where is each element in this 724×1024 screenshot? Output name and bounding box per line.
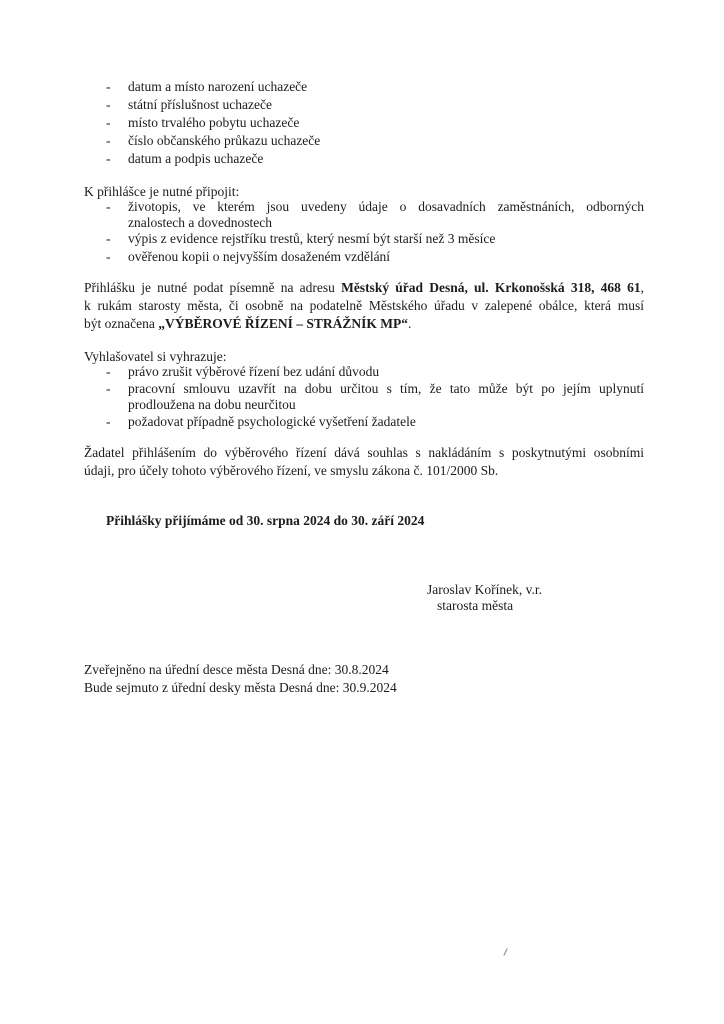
list-bullet: -: [106, 97, 111, 112]
reservations-heading: Vyhlašovatel si vyhrazuje:: [84, 349, 227, 364]
submission-text: Přihlášku je nutné podat písemně na adresu: [84, 280, 342, 295]
list-item: právo zrušit výběrové řízení bez udání důvodu: [128, 364, 380, 379]
list-bullet: -: [106, 199, 111, 214]
envelope-label: „VÝBĚROVÉ ŘÍZENÍ – STRÁŽNÍK MP“: [158, 316, 409, 331]
list-item: požadovat případně psychologické vyšetření žadatele: [128, 414, 416, 429]
list-bullet: -: [106, 79, 111, 94]
list-bullet: -: [106, 133, 111, 148]
list-bullet: -: [106, 364, 111, 379]
list-item: životopis, ve kterém jsou uvedeny údaje o dosavadních zaměstnáních, odborných: [128, 199, 644, 214]
list-item: číslo občanského průkazu uchazeče: [128, 133, 321, 148]
list-item: ověřenou kopii o nejvyšším dosaženém vzdělání: [128, 249, 391, 264]
posted-date: Zveřejněno na úřední desce města Desná dne: 30.8.2024: [84, 662, 389, 677]
office-address: Městský úřad Desná, ul. Krkonošská 318, 468 61: [341, 280, 641, 295]
list-item-continuation: znalostech a dovednostech: [128, 215, 272, 230]
list-item-continuation: prodloužena na dobu neurčitou: [128, 397, 296, 412]
list-bullet: -: [106, 115, 111, 130]
submission-text: ,: [640, 280, 644, 295]
consent-line-2: údaji, pro účely tohoto výběrového řízení, ve smyslu zákona č. 101/2000 Sb.: [84, 463, 499, 478]
removal-date: Bude sejmuto z úřední desky města Desná dne: 30.9.2024: [84, 680, 397, 695]
consent-line-1: Žadatel přihlášením do výběrového řízení dává souhlas s nakládáním s poskytnutými osobními: [84, 445, 644, 460]
signatory-title: starosta města: [437, 598, 514, 613]
signatory-name: Jaroslav Kořínek, v.r.: [427, 582, 542, 597]
deadline-notice: Přihlášky přijímáme od 30. srpna 2024 do 30. září 2024: [106, 513, 425, 528]
list-item: státní příslušnost uchazeče: [128, 97, 272, 112]
submission-text: být označena: [84, 316, 159, 331]
list-item: místo trvalého pobytu uchazeče: [128, 115, 300, 130]
list-bullet: -: [106, 151, 111, 166]
list-item: výpis z evidence rejstříku trestů, který nesmí být starší než 3 měsíce: [128, 231, 496, 246]
submission-line-1: [84, 279, 644, 297]
list-item: datum a podpis uchazeče: [128, 151, 264, 166]
list-item: datum a místo narození uchazeče: [128, 79, 308, 94]
attachments-heading: K přihlášce je nutné připojit:: [84, 184, 240, 199]
submission-line-3: [84, 315, 411, 333]
list-bullet: -: [106, 249, 111, 264]
list-bullet: -: [106, 414, 111, 429]
submission-line-2: k rukám starosty města, či osobně na podatelně Městského úřadu v zalepené obálce, která musí: [84, 298, 644, 313]
submission-text: .: [408, 316, 412, 331]
list-bullet: -: [106, 381, 111, 396]
list-bullet: -: [106, 231, 111, 246]
list-item: pracovní smlouvu uzavřít na dobu určitou s tím, že tato může být po jejím uplynutí: [128, 381, 644, 396]
scan-artifact: [503, 948, 507, 956]
